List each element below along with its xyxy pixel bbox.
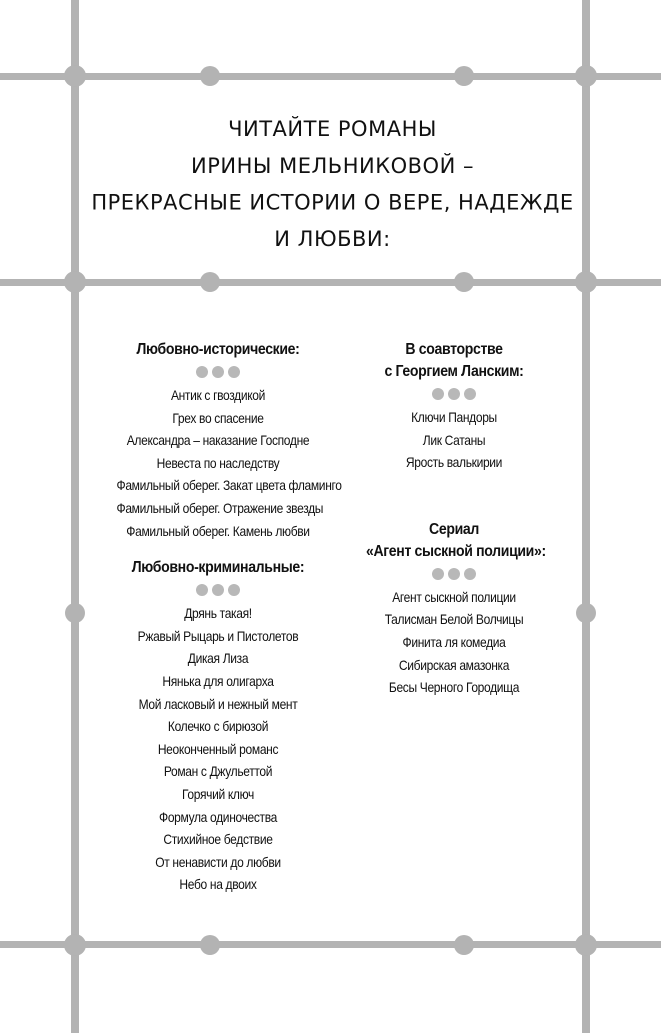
book-title: Дикая Лиза: [187, 650, 249, 667]
grid-knob: [200, 272, 220, 292]
grid-line-horizontal-bottom: [0, 941, 661, 948]
book-title: Стихийное бедствие: [163, 831, 273, 848]
section-title: Любовно-исторические:: [136, 341, 300, 358]
header-line: И ЛЮБВИ:: [274, 226, 391, 252]
grid-knob: [64, 934, 86, 956]
book-title: Ярость валькирии: [405, 454, 503, 471]
grid-knob: [454, 272, 474, 292]
header-line: ПРЕКРАСНЫЕ ИСТОРИИ О ВЕРЕ, НАДЕЖДЕ: [91, 190, 574, 215]
section-title: Любовно-криминальные:: [131, 559, 305, 577]
separator-dots: [100, 580, 336, 600]
section-coauthor: [354, 339, 554, 474]
grid-knob: [575, 934, 597, 956]
book-title: Фамильный оберег. Закат цвета фламинго: [116, 477, 342, 494]
section-spacer: [354, 474, 554, 519]
grid-knob: [575, 65, 597, 87]
dot-icon: [212, 366, 224, 378]
grid-knob: [64, 271, 86, 293]
grid-knob: [65, 603, 85, 623]
book-title: Неоконченный романс: [157, 740, 279, 757]
header-line: ЧИТАЙТЕ РОМАНЫ: [228, 116, 437, 142]
book-title: Ржавый Рыцарь и Пистолетов: [137, 627, 299, 644]
book-title: Горячий ключ: [182, 785, 254, 802]
book-title: Фамильный оберег. Отражение звезды: [116, 499, 324, 516]
section-title: «Агент сыскной полиции»:: [366, 542, 546, 560]
right-column: [354, 339, 554, 699]
book-title: Нянька для олигарха: [162, 672, 274, 689]
section-title: В соавторстве: [405, 341, 503, 358]
separator-dots: [354, 384, 554, 404]
section-spacer: [100, 542, 336, 557]
book-title: Антик с гвоздикой: [170, 387, 266, 403]
section-criminal: [100, 557, 336, 896]
dot-icon: [448, 568, 460, 580]
dot-icon: [432, 568, 444, 580]
dot-icon: [464, 568, 476, 580]
dot-icon: [212, 584, 224, 596]
book-title: От ненависти до любви: [155, 853, 281, 870]
dot-icon: [196, 584, 208, 596]
grid-line-vertical-left: [71, 0, 79, 1033]
book-title: Фамильный оберег. Камень любви: [126, 522, 310, 539]
book-title: Ключи Пандоры: [411, 409, 497, 425]
grid-line-horizontal-top: [0, 73, 661, 80]
book-title: Колечко с бирюзой: [167, 718, 269, 735]
book-title: Роман с Джульеттой: [163, 763, 273, 780]
grid-line-horizontal-middle: [0, 279, 661, 286]
book-title: Агент сыскной полиции: [392, 588, 516, 605]
book-title: Финита ля комедиа: [402, 633, 506, 650]
grid-knob: [200, 66, 220, 86]
header-title: [80, 111, 585, 258]
book-title: Сибирская амазонка: [398, 656, 510, 673]
grid-knob: [575, 271, 597, 293]
dot-icon: [228, 366, 240, 378]
section-historical: [100, 339, 342, 542]
book-title: Александра – наказание Господне: [126, 432, 310, 449]
book-title: Грех во спасение: [172, 409, 264, 426]
grid-knob: [576, 603, 596, 623]
header-line: ИРИНЫ МЕЛЬНИКОВОЙ –: [191, 153, 474, 178]
separator-dots: [354, 564, 554, 584]
section-title: с Георгием Ланским:: [384, 363, 524, 380]
book-title: Бесы Черного Городища: [388, 679, 520, 696]
dot-icon: [464, 388, 476, 400]
dot-icon: [196, 366, 208, 378]
book-title: Дрянь такая!: [184, 605, 252, 622]
grid-knob: [200, 935, 220, 955]
book-title: Лик Сатаны: [422, 431, 486, 448]
dot-icon: [228, 584, 240, 596]
dot-icon: [448, 388, 460, 400]
book-title: Формула одиночества: [159, 808, 277, 825]
grid-knob: [454, 66, 474, 86]
grid-knob: [64, 65, 86, 87]
book-title: Талисман Белой Волчицы: [384, 611, 524, 628]
dot-icon: [432, 388, 444, 400]
book-title: Невеста по наследству: [156, 454, 280, 471]
book-title: Небо на двоих: [179, 876, 257, 893]
section-series: [354, 519, 554, 699]
book-title: Мой ласковый и нежный мент: [138, 695, 298, 712]
left-column: [100, 339, 342, 896]
separator-dots: [100, 362, 336, 382]
grid-knob: [454, 935, 474, 955]
section-title: Сериал: [429, 520, 479, 538]
